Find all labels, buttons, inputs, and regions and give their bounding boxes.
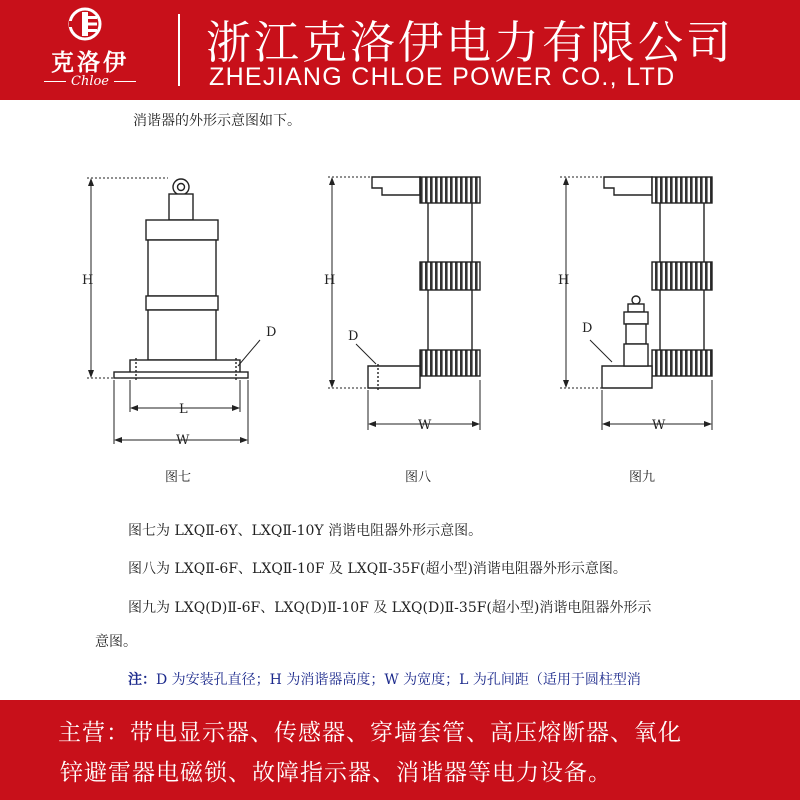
company-name-en: ZHEJIANG CHLOE POWER CO., LTD <box>209 63 676 91</box>
note-line <box>128 669 641 689</box>
intro-text: 消谐器的外形示意图如下。 <box>133 113 301 129</box>
fig8-h-label: H <box>324 273 336 288</box>
figure-9-drawing <box>560 177 712 430</box>
fig9-h-label: H <box>558 273 570 288</box>
header-banner <box>0 0 800 100</box>
fig7-l-label: L <box>179 402 188 417</box>
fig8-d-label: D <box>348 329 359 344</box>
note-label: 注： <box>128 672 156 688</box>
company-name-cn: 浙江克洛伊电力有限公司 <box>206 16 735 69</box>
fig8-w-label: W <box>418 418 432 433</box>
figure-7-drawing <box>87 178 260 444</box>
figure-9-caption: 图九 <box>629 470 656 485</box>
paragraph-fig7: 图七为 LXQⅡ-6Y、LXQⅡ-10Y 消谐电阻器外形示意图。 <box>128 523 483 539</box>
logo-mark-icon <box>65 4 105 44</box>
footer-banner <box>0 700 800 800</box>
logo-english-name: Chloe <box>28 74 152 89</box>
fig7-h-label: H <box>82 273 94 288</box>
fig9-w-label: W <box>652 418 666 433</box>
note-text: D 为安装孔直径；H 为消谐器高度；W 为宽度；L 为孔间距（适用于圆柱型消 <box>156 672 641 688</box>
fig9-d-label: D <box>582 321 593 336</box>
fig7-w-label: W <box>176 433 190 448</box>
logo-chinese-name: 克洛伊 <box>51 49 129 76</box>
paragraph-fig8: 图八为 LXQⅡ-6F、LXQⅡ-10F 及 LXQⅡ-35F(超小型)消谐电阻器外形示意图。 <box>128 561 627 577</box>
paragraph-fig9: 图九为 LXQ(D)Ⅱ-6F、LXQ(D)Ⅱ-10F 及 LXQ(D)Ⅱ-35F(超小型)消谐电阻器外形示 <box>128 600 652 616</box>
figure-7-caption: 图七 <box>165 470 192 485</box>
fig7-d-label: D <box>266 325 277 340</box>
footer-business-line-1: 主营：带电显示器、传感器、穿墙套管、高压熔断器、氧化 <box>58 720 682 746</box>
header-divider <box>178 14 180 86</box>
company-logo <box>28 4 152 96</box>
outline-diagrams <box>0 150 800 490</box>
footer-business-line-2: 锌避雷器电磁锁、故障指示器、消谐器等电力设备。 <box>60 760 612 786</box>
paragraph-fig9-cont: 意图。 <box>95 634 137 650</box>
figure-8-caption: 图八 <box>405 470 432 485</box>
figure-8-drawing <box>328 177 480 430</box>
